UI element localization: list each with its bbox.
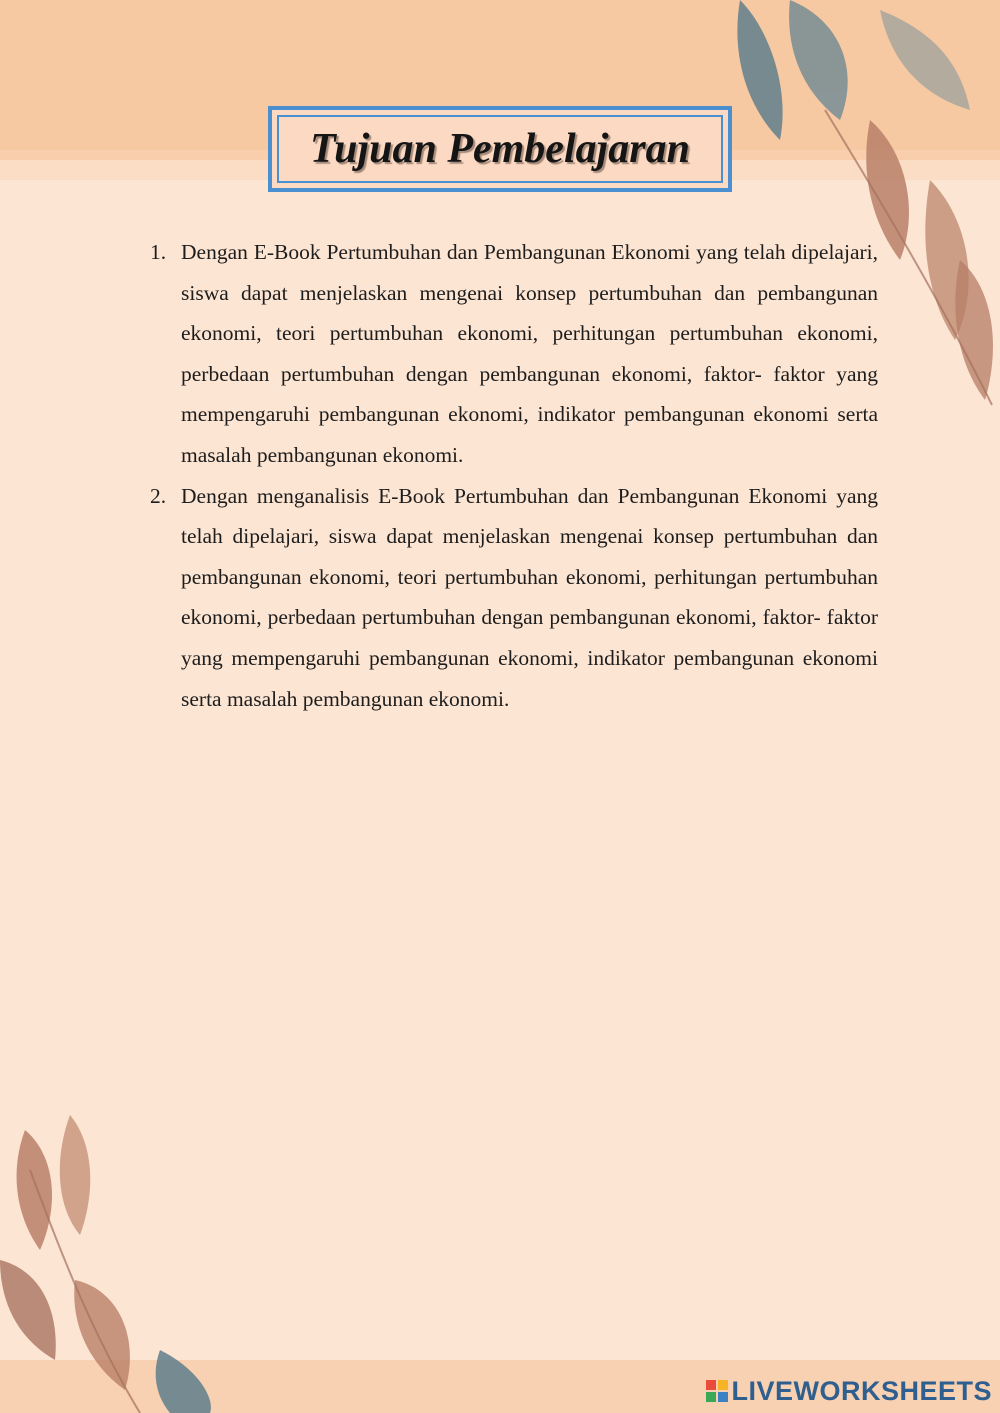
liveworksheets-logo (706, 1375, 992, 1407)
list-item (150, 232, 878, 476)
list-item-number: 1. (150, 240, 167, 264)
bottom-left-leaves (0, 1110, 260, 1413)
list-item (150, 476, 878, 720)
list-item-text: Dengan menganalisis E-Book Pertumbuhan dan Pembangunan Ekonomi yang telah dipelajari, siswa dapat menjelaskan mengenai konsep pertumbuhan dan pembangunan ekonomi, teori pertumbuhan ekonomi, perhitungan pertumbuhan ekonomi, perbedaan pertumbuhan dengan pembangunan ekonomi, faktor- faktor yang mempengaruhi pembangunan ekonomi, indikator pembangunan ekonomi serta masalah pembangunan ekonomi. (181, 483, 878, 711)
watermark-text: LIVEWORKSHEETS (731, 1375, 992, 1406)
title-inner-frame (277, 115, 723, 183)
list-item-number: 2. (150, 483, 167, 508)
page-title: Tujuan Pembelajaran (310, 126, 690, 172)
title-frame (268, 106, 732, 192)
list-item-text: Dengan E-Book Pertumbuhan dan Pembangunan Ekonomi yang telah dipelajari, siswa dapat menjelaskan mengenai konsep pertumbuhan dan pembangunan ekonomi, teori pertumbuhan ekonomi, perhitungan pertumbuhan ekonomi, perbedaan pertumbuhan dengan pembangunan ekonomi, faktor- faktor yang mempengaruhi pembangunan ekonomi, indikator pembangunan ekonomi serta masalah pembangunan ekonomi. (181, 240, 878, 467)
liveworksheets-logo-icon (706, 1380, 728, 1402)
objectives-list (150, 232, 878, 719)
